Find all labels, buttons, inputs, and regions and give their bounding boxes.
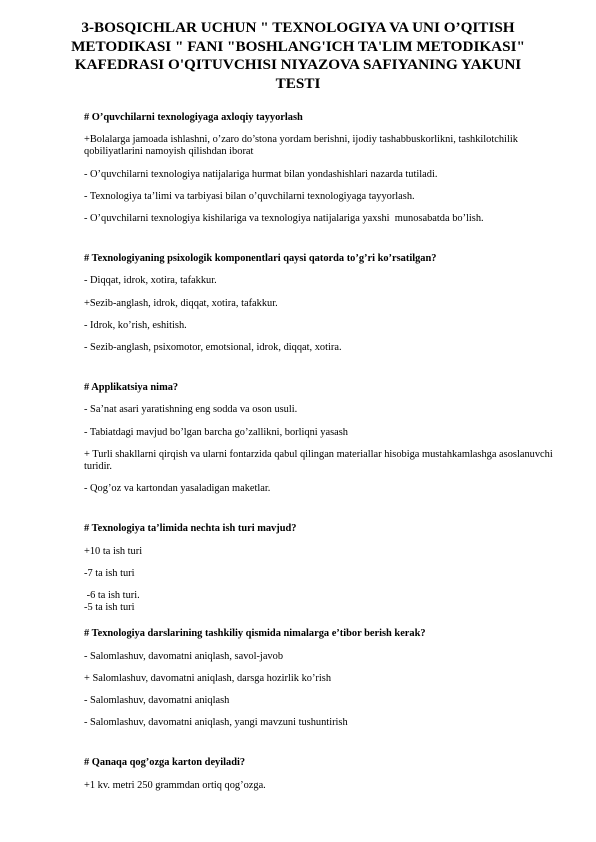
answer-option: +Sezib-anglash, idrok, diqqat, xotira, tafakkur. [84,297,278,309]
answer-option: - Salomlashuv, davomatni aniqlash, savol-javob [84,650,284,662]
answer-option: - Idrok, ko’rish, eshitish. [84,319,187,331]
question-title: # O’quvchilarni texnologiyaga axloqiy tayyorlash [84,112,303,123]
question-title: # Texnologiyaning psixologik komponentlari qaysi qatorda to’g’ri ko’rsatilgan? [84,253,437,265]
test-content [84,112,554,792]
answer-option: - Sa’nat asari yaratishning eng sodda va oson usuli. [84,404,298,416]
question-title: # Texnologiya darslarining tashkiliy qismida nimalarga e’tibor berish kerak? [84,628,426,640]
answer-option: - Sezib-anglash, psixomotor, emotsional, idrok, diqqat, xotira. [84,342,342,354]
answer-option: + Salomlashuv, davomatni aniqlash, darsga hozirlik ko’rish [84,672,332,684]
answer-option: +10 ta ish turi [84,545,143,557]
answer-option: +1 kv. metri 250 grammdan ortiq qog’ozga. [84,779,266,791]
answer-option: - Salomlashuv, davomatni aniqlash [84,695,230,707]
answer-option: - O’quvchilarni texnologiya kishilariga va texnologiya natijalariga yaxshi munosabatda bo’lish. [84,213,484,225]
answer-option: + Turli shakllarni qirqish va ularni fontarzida qabul qilingan materiallar hisobiga mustahkamlashga asoslanuvchi turidir. [84,448,556,473]
document-title: 3-BOSQICHLAR UCHUN " TEXNOLOGIYA VA UNI O’QITISH METODIKASI " FANI "BOSHLANG'ICH TA'LIM METODIKASI" KAFEDRASI O'QITUVCHISI NIYAZOVA SAFIYANING YAKUNI TESTI [71,19,525,92]
question-title: # Texnologiya ta’limida nechta ish turi mavjud? [84,523,297,535]
answer-option: - Tabiatdagi mavjud bo’lgan barcha go’zallikni, borliqni yasash [84,426,348,438]
question-title: # Qanaqa qog’ozga karton deyiladi? [84,757,246,769]
answer-option: - Salomlashuv, davomatni aniqlash, yangi mavzuni tushuntirish [84,717,348,729]
answer-option: -7 ta ish turi [84,567,135,579]
answer-option: - Qog’oz va kartondan yasaladigan maketlar. [84,483,271,495]
answer-option: -6 ta ish turi. [84,590,140,602]
answer-option: -5 ta ish turi [84,602,135,614]
answer-option: - Texnologiya ta’limi va tarbiyasi bilan o’quvchilarni texnologiyaga tayyorlash. [84,190,415,202]
answer-option: - Diqqat, idrok, xotira, tafakkur. [84,275,217,287]
answer-option: +Bolalarga jamoada ishlashni, o’zaro do’stona yordam berishni, ijodiy tashabbuskorlikni, tashkilotchilik qobiliyatlarini namoyish qilishdan iborat [84,134,521,158]
answer-option: - O’quvchilarni texnologiya natijalariga hurmat bilan yondashishlari nazarda tutiladi. [84,168,438,180]
question-title: # Applikatsiya nima? [84,382,179,394]
